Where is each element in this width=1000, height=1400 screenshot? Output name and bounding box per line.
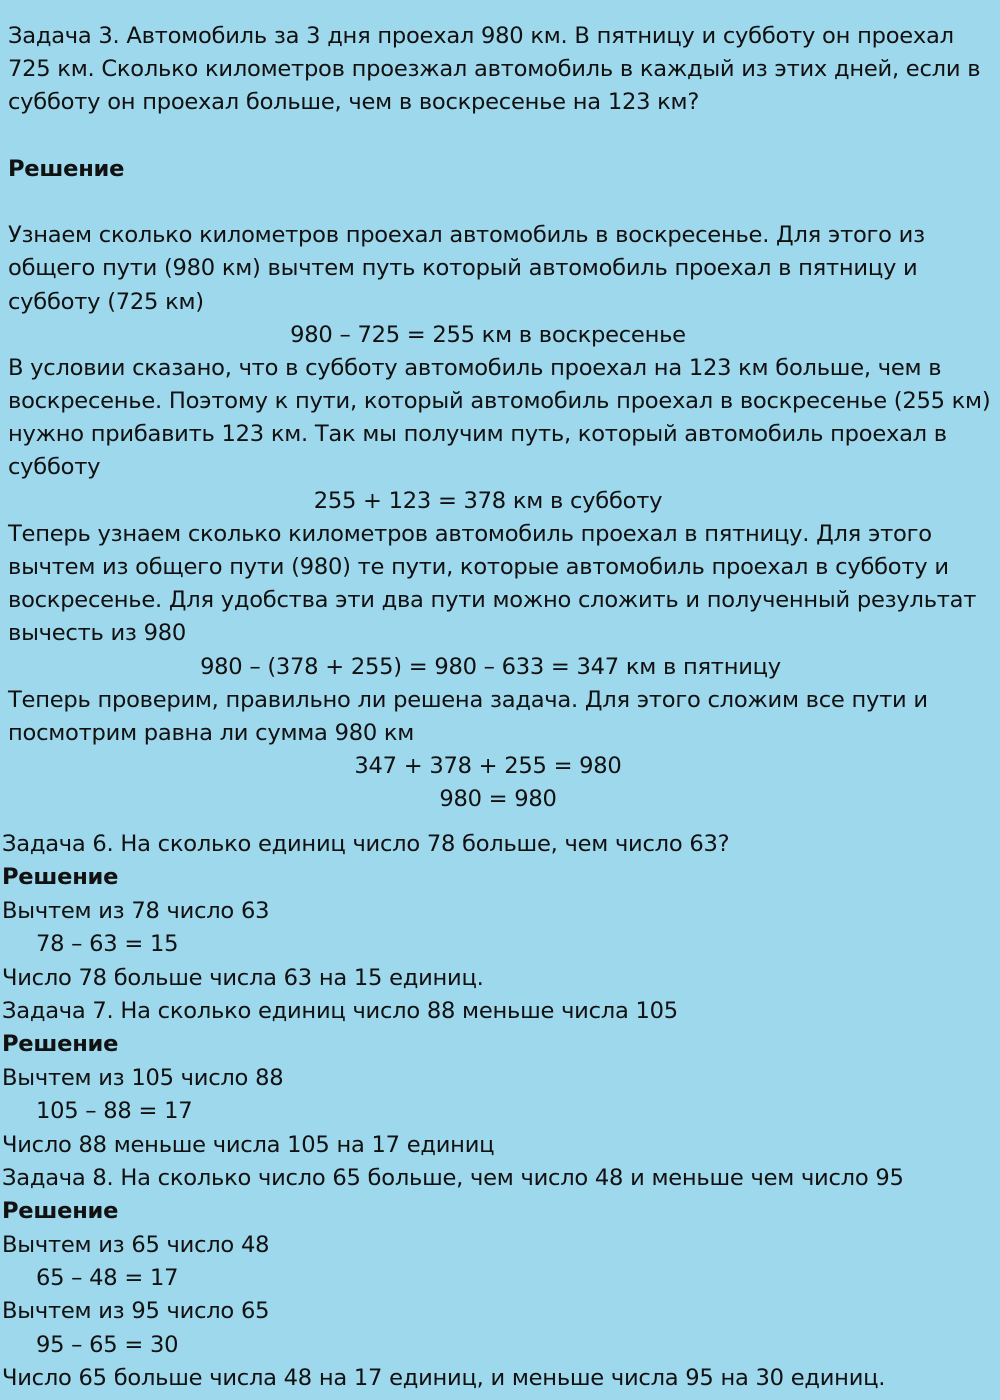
task8-formula1: 65 – 48 = 17 <box>36 1265 179 1292</box>
task7-step: Вычтем из 105 число 88 <box>2 1064 284 1091</box>
task3-statement-line: субботу он проехал больше, чем в воскресенье на 123 км? <box>8 89 700 116</box>
task3-statement-line: 725 км. Сколько километров проезжал автомобиль в каждый из этих дней, если в <box>8 56 981 83</box>
task7-solution-heading: Решение <box>2 1031 119 1058</box>
task3-check-line: посмотрим равна ли сумма 980 км <box>8 719 415 746</box>
task8-step1: Вычтем из 65 число 48 <box>2 1231 270 1258</box>
task6-formula: 78 – 63 = 15 <box>36 931 179 958</box>
task3-step3-line: вычесть из 980 <box>8 620 186 647</box>
task3-step2-line: воскресенье. Поэтому к пути, который автомобиль проехал в воскресенье (255 км) <box>8 388 991 415</box>
task8-formula2: 95 – 65 = 30 <box>36 1331 179 1358</box>
task6-solution-heading: Решение <box>2 864 119 891</box>
task3-step1-line: общего пути (980 км) вычтем путь который автомобиль проехал в пятницу и <box>8 255 918 282</box>
spacer <box>8 186 993 219</box>
task8-step2: Вычтем из 95 число 65 <box>2 1298 270 1325</box>
task7-formula: 105 – 88 = 17 <box>36 1098 193 1125</box>
task3-solution-heading: Решение <box>8 155 125 182</box>
task3-step3-line: воскресенье. Для удобства эти два пути можно сложить и полученный результат <box>8 587 977 614</box>
task3-step2-line: В условии сказано, что в субботу автомобиль проехал на 123 км больше, чем в <box>8 354 942 381</box>
task3-step3-line: Теперь узнаем сколько километров автомобиль проехал в пятницу. Для этого <box>8 520 932 547</box>
task3-step1-formula: 980 – 725 = 255 км в воскресенье <box>290 321 686 348</box>
task3-step2-line: субботу <box>8 454 101 481</box>
task8-answer: Число 65 больше числа 48 на 17 единиц, и меньше числа 95 на 30 единиц. <box>2 1365 886 1392</box>
task7-statement: Задача 7. На сколько единиц число 88 меньше числа 105 <box>2 997 678 1024</box>
task6-statement: Задача 6. На сколько единиц число 78 больше, чем число 63? <box>2 831 730 857</box>
task3-step1-line: субботу (725 км) <box>8 288 204 315</box>
task6-answer: Число 78 больше числа 63 на 15 единиц. <box>2 964 484 991</box>
task8-statement: Задача 8. На сколько число 65 больше, чем число 48 и меньше чем число 95 <box>2 1164 904 1191</box>
task3-step3-formula: 980 – (378 + 255) = 980 – 633 = 347 км в пятницу <box>200 653 781 680</box>
task3-step3-line: вычтем из общего пути (980) те пути, которые автомобиль проехал в субботу и <box>8 554 949 580</box>
task3-step2-formula: 255 + 123 = 378 км в субботу <box>313 487 663 514</box>
task3-statement-line: Задача 3. Автомобиль за 3 дня проехал 980 км. В пятницу и субботу он проехал <box>8 23 954 49</box>
task3-check-line: Теперь проверим, правильно ли решена задача. Для этого сложим все пути и <box>8 686 928 713</box>
tasks-6-8-section <box>2 828 987 1396</box>
task8-solution-heading: Решение <box>2 1198 119 1225</box>
spacer <box>8 120 993 153</box>
task3-section <box>8 20 993 817</box>
task3-step1-line: Узнаем сколько километров проехал автомобиль в воскресенье. Для этого из <box>8 222 925 249</box>
task3-check-equality: 980 = 980 <box>439 786 557 813</box>
task3-check-formula: 347 + 378 + 255 = 980 <box>354 753 622 780</box>
task6-step: Вычтем из 78 число 63 <box>2 897 270 924</box>
task7-answer: Число 88 меньше числа 105 на 17 единиц <box>2 1131 495 1158</box>
task3-step2-line: нужно прибавить 123 км. Так мы получим путь, который автомобиль проехал в <box>8 421 947 448</box>
